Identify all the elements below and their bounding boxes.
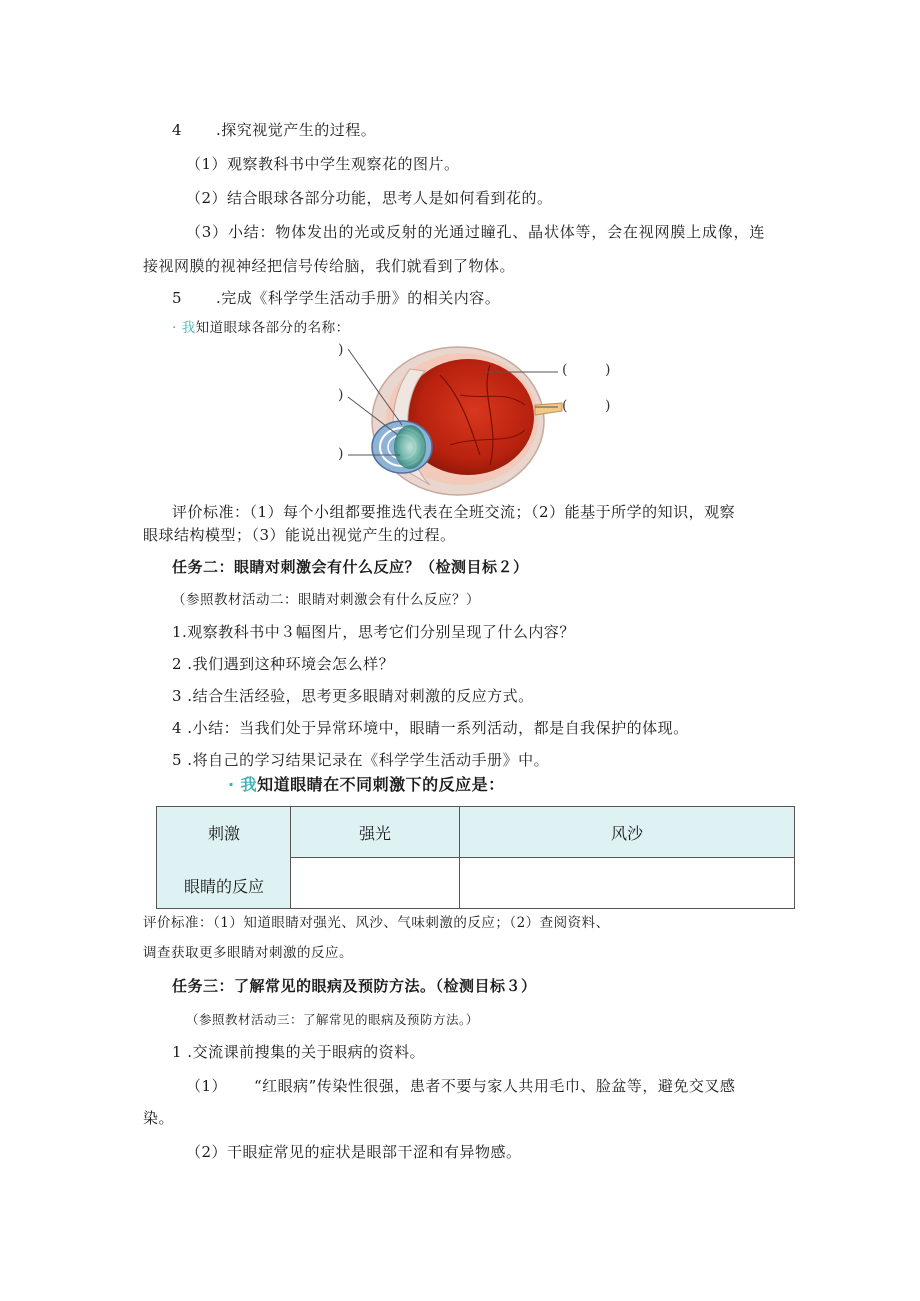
reaction-label: 眼睛的反应 — [183, 876, 264, 896]
task3-heading: 任务三：了解常见的眼病及预防方法。（检测目标３） — [172, 977, 537, 995]
sub-item-1: （1）观察教科书中学生观察花的图片。 — [186, 155, 460, 173]
strong-light-cell: 强光 — [291, 807, 460, 858]
task2-item-1: 1.观察教科书中３幅图片，思考它们分别呈现了什么内容？ — [172, 623, 575, 641]
task2-item-2: 2 .我们遇到这种环境会怎么样？ — [172, 655, 395, 673]
label-bracket-2: ) — [338, 387, 344, 403]
sub-item-3-line1: （3）小结：物体发出的光或反射的光通过瞳孔、晶状体等，会在视网膜上成像，连 — [186, 223, 766, 241]
eval-criteria-2-line1: 评价标准：（1）知道眼睛对强光、风沙、气味刺激的反应；（2）查阅资料、 — [143, 915, 610, 931]
bullet-dot: · — [172, 320, 182, 336]
eval-criteria-1-line2: 眼球结构模型；（3）能说出视觉产生的过程。 — [143, 526, 456, 544]
item5-text: .完成《科学学生活动手册》的相关内容。 — [216, 289, 501, 307]
task3-sub2: （2）干眼症常见的症状是眼部干涩和有异物感。 — [186, 1143, 522, 1161]
item4-text: .探究视觉产生的过程。 — [216, 121, 377, 139]
reaction-table — [156, 806, 795, 909]
stimulus-label: 刺激 — [207, 823, 240, 843]
label-bracket-3: ) — [338, 446, 344, 462]
eyeball-illustration — [330, 335, 630, 500]
label-bracket-1: ) — [338, 342, 344, 358]
label-bracket-4-open: ( — [562, 362, 568, 378]
task3-item-1: 1 .交流课前搜集的关于眼病的资料。 — [172, 1043, 426, 1061]
task3-sub1-continued: 染。 — [143, 1109, 175, 1127]
know-prefix: 我 — [240, 775, 258, 794]
sub-item-2: （2）结合眼球各部分功能，思考人是如何看到花的。 — [186, 189, 553, 207]
task2-heading: 任务二：眼睛对刺激会有什么反应？（检测目标２） — [172, 558, 529, 576]
know-text: 知道眼睛在不同刺激下的反应是： — [257, 775, 505, 794]
task3-sub1-text: “红眼病”传染性很强，患者不要与家人共用毛巾、脸盆等，避免交叉感 — [254, 1077, 736, 1095]
strong-light-reaction-cell[interactable] — [291, 858, 460, 908]
item4-number: 4 — [172, 121, 183, 139]
eval-criteria-2-line2: 调查获取更多眼睛对刺激的反应。 — [143, 945, 353, 961]
label-bracket-5-close: ) — [605, 398, 611, 414]
eval-criteria-1-line1: 评价标准：（1）每个小组都要推选代表在全班交流；（2）能基于所学的知识，观察 — [172, 503, 736, 521]
task2-item-5: 5 .将自己的学习结果记录在《科学学生活动手册》中。 — [172, 751, 550, 769]
label-bracket-5-open: ( — [562, 398, 568, 414]
task2-item-3: 3 .结合生活经验，思考更多眼睛对刺激的反应方式。 — [172, 687, 534, 705]
know-prefix: 我 — [181, 320, 196, 336]
item5-number: 5 — [172, 289, 183, 307]
know-eye-parts — [172, 318, 350, 338]
task2-reference: （参照教材活动二：眼睛对刺激会有什么反应？） — [172, 592, 480, 608]
task2-item-4: 4 .小结：当我们处于异常环境中，眼睛一系列活动，都是自我保护的体现。 — [172, 719, 689, 737]
wind-sand-reaction-cell[interactable] — [460, 858, 794, 908]
wind-sand-cell: 风沙 — [460, 807, 794, 858]
bullet-dot: · — [228, 775, 241, 794]
task3-reference: （参照教材活动三：了解常见的眼病及预防方法。） — [186, 1012, 479, 1027]
know-text: 知道眼球各部分的名称： — [195, 320, 350, 336]
label-bracket-4-close: ) — [605, 362, 611, 378]
eye-diagram — [330, 335, 630, 500]
task3-sub1-number: （1） — [186, 1077, 228, 1095]
know-eye-reactions — [228, 775, 505, 795]
sub-item-3-line2: 接视网膜的视神经把信号传给脑，我们就看到了物体。 — [143, 257, 516, 275]
